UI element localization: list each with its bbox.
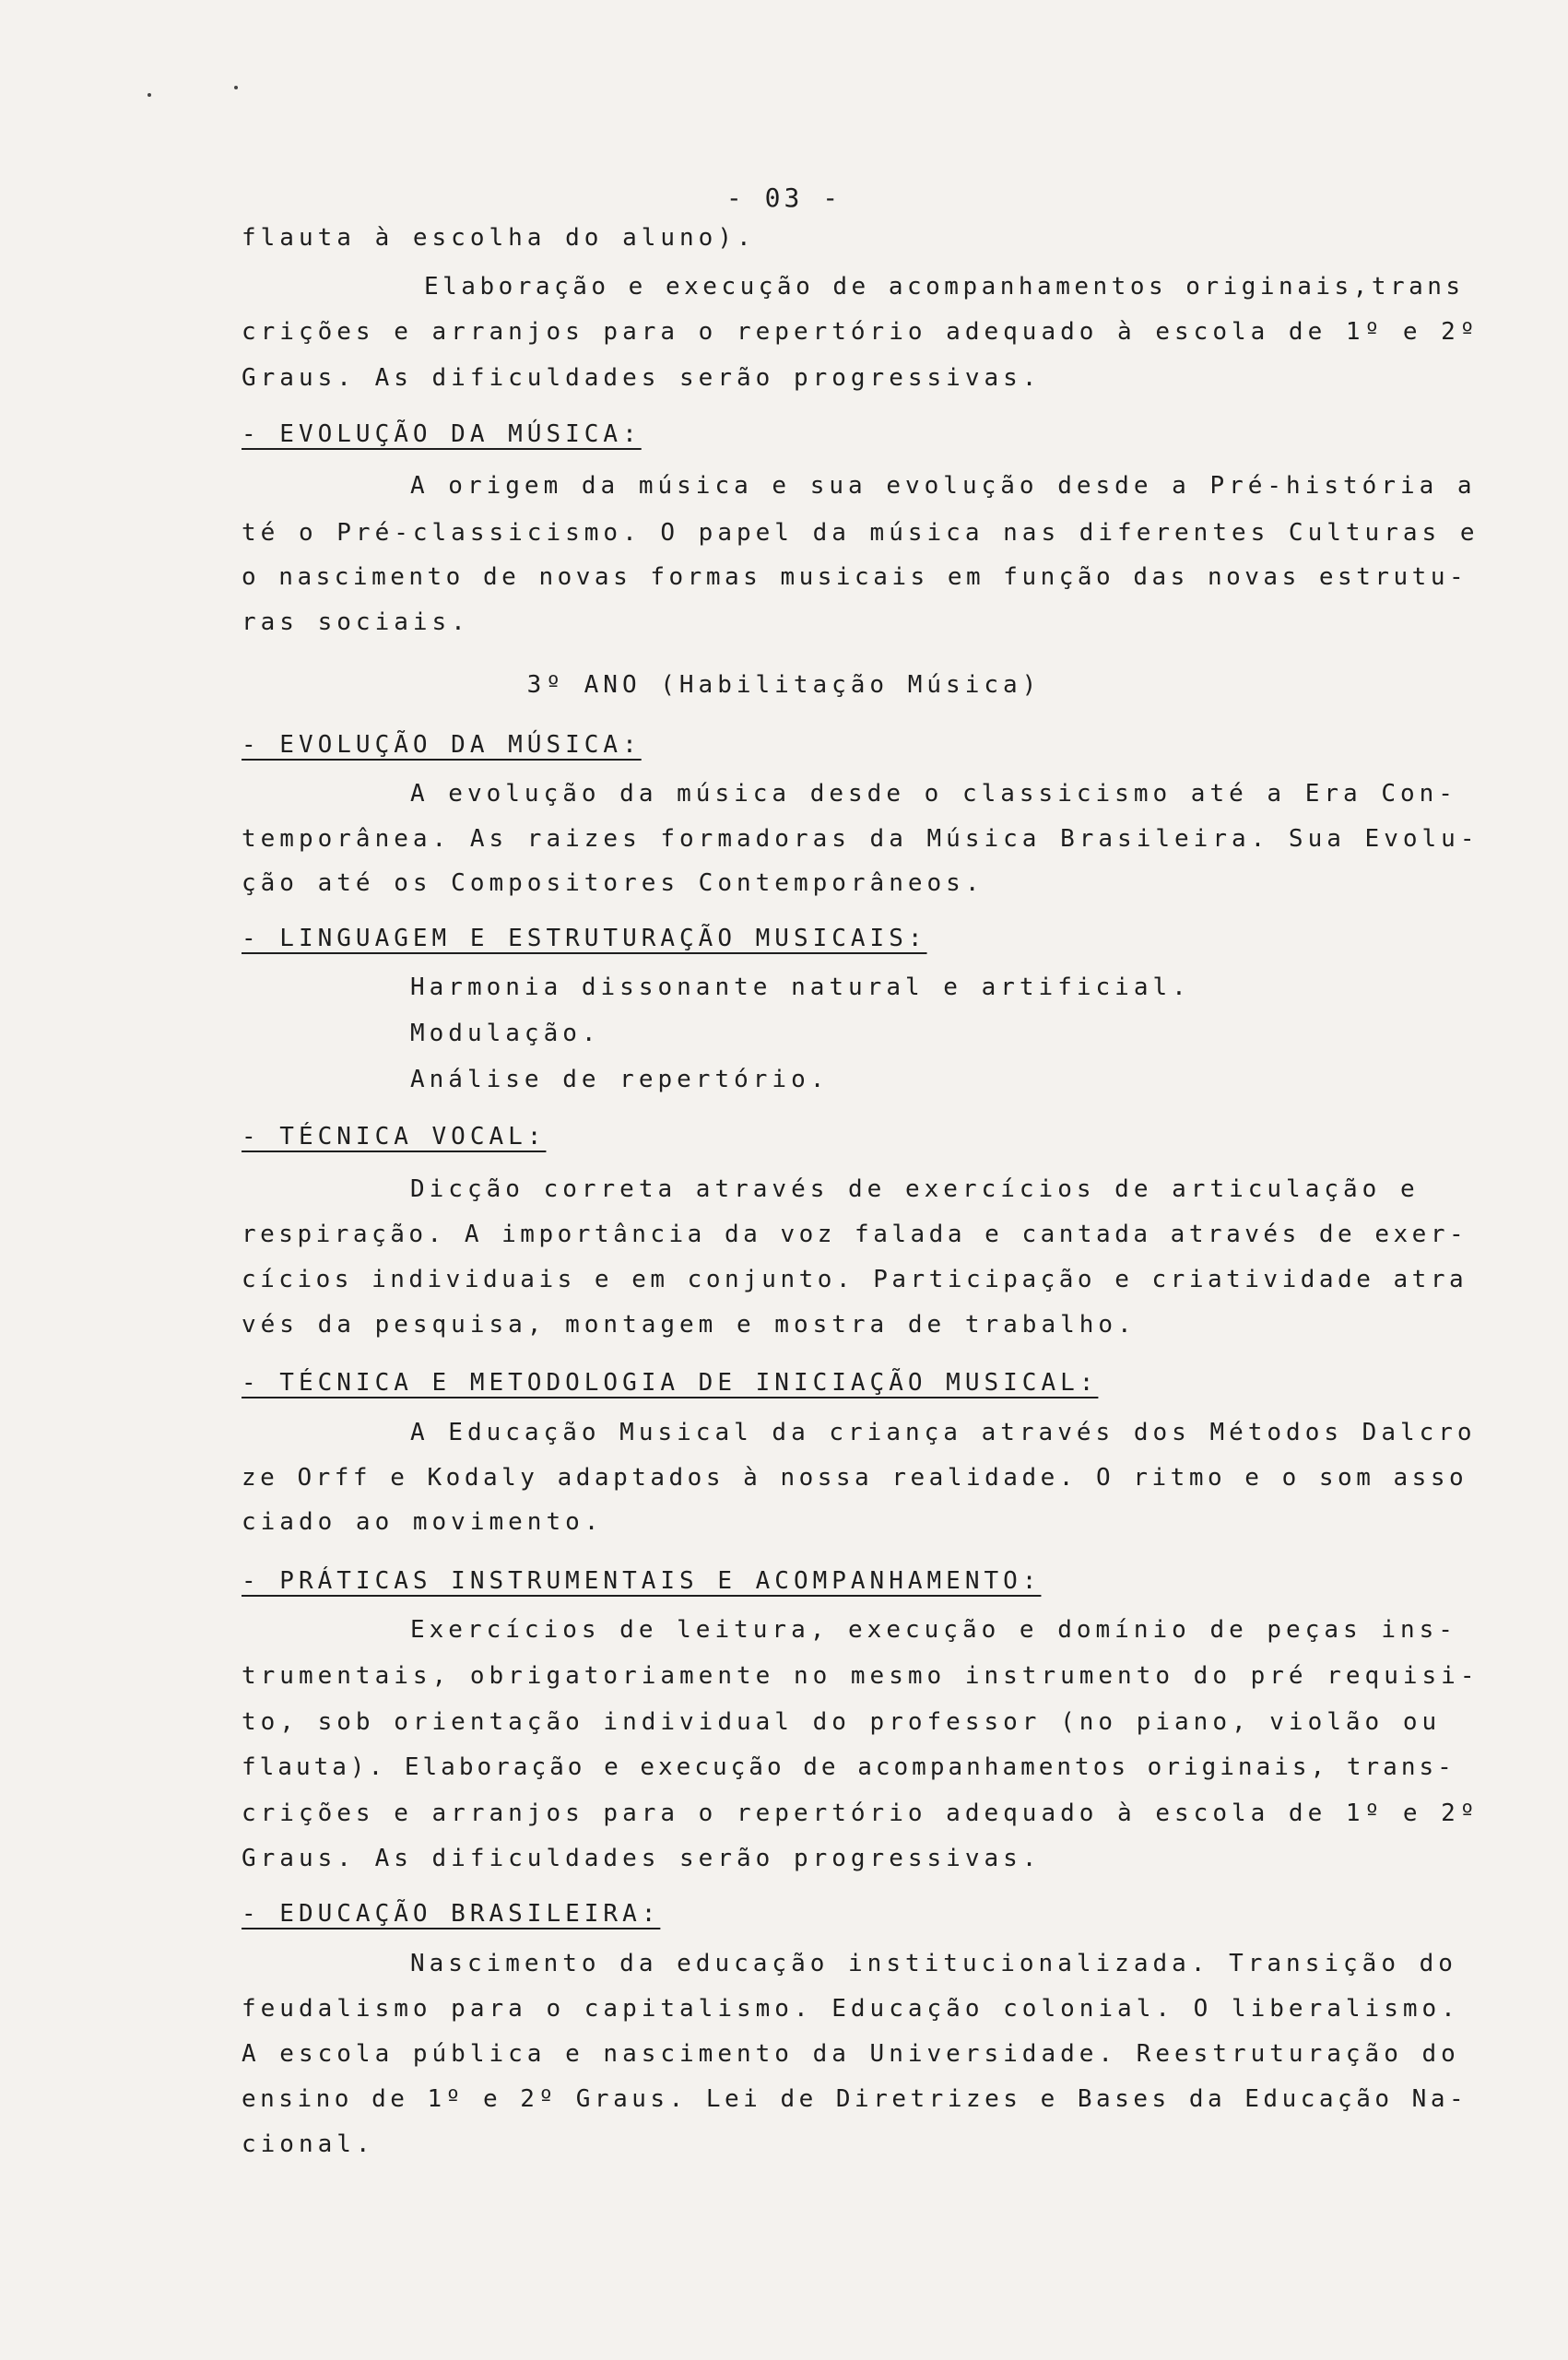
text-line: cional. xyxy=(242,2130,375,2158)
text-line: cícios individuais e em conjunto. Participação e criatividade atra xyxy=(242,1266,1468,1293)
text-line: Modulação. xyxy=(410,1020,601,1047)
text-line: trumentais, obrigatoriamente no mesmo instrumento do pré requisi- xyxy=(242,1662,1480,1690)
section-heading: - TÉCNICA E METODOLOGIA DE INICIAÇÃO MUSICAL: xyxy=(242,1369,1099,1397)
section-heading: - PRÁTICAS INSTRUMENTAIS E ACOMPANHAMENTO: xyxy=(242,1567,1042,1595)
text-line: Nascimento da educação institucionalizada. Transição do xyxy=(410,1950,1457,1977)
text-line: ze Orff e Kodaly adaptados à nossa realidade. O ritmo e o som asso xyxy=(242,1464,1468,1492)
text-line: o nascimento de novas formas musicais em função das novas estrutu- xyxy=(242,563,1468,591)
text-line: flauta à escolha do aluno). xyxy=(242,224,756,252)
section-heading: - EVOLUÇÃO DA MÚSICA: xyxy=(242,420,642,448)
text-line: ensino de 1º e 2º Graus. Lei de Diretrizes e Bases da Educação Na- xyxy=(242,2085,1468,2113)
text-line: Elaboração e execução de acompanhamentos originais,trans xyxy=(424,273,1465,301)
year-heading: 3º ANO (Habilitação Música) xyxy=(526,671,1042,699)
text-line: Graus. As dificuldades serão progressivas. xyxy=(242,1845,1042,1872)
text-line: Graus. As dificuldades serão progressivas. xyxy=(242,364,1042,392)
text-line: crições e arranjos para o repertório adequado à escola de 1º e 2º xyxy=(242,1800,1480,1827)
text-line: feudalismo para o capitalismo. Educação colonial. O liberalismo. xyxy=(242,1995,1460,2023)
page-number: - 03 - xyxy=(725,183,843,213)
text-line: A Educação Musical da criança através dos Métodos Dalcro xyxy=(410,1419,1477,1446)
section-heading: - EVOLUÇÃO DA MÚSICA: xyxy=(242,731,642,759)
section-heading: - EDUCAÇÃO BRASILEIRA: xyxy=(242,1900,661,1928)
text-line: crições e arranjos para o repertório adequado à escola de 1º e 2º xyxy=(242,318,1480,346)
text-line: ciado ao movimento. xyxy=(242,1508,604,1536)
text-line: flauta). Elaboração e execução de acompanhamentos originais, trans- xyxy=(242,1753,1456,1781)
text-line: Harmonia dissonante natural e artificial. xyxy=(410,974,1191,1001)
text-line: A escola pública e nascimento da Universidade. Reestruturação do xyxy=(242,2040,1460,2068)
text-line: temporânea. As raizes formadoras da Música Brasileira. Sua Evolu- xyxy=(242,825,1480,853)
text-line: respiração. A importância da voz falada e cantada através de exer- xyxy=(242,1221,1468,1248)
text-line: ras sociais. xyxy=(242,608,470,636)
text-line: Exercícios de leitura, execução e domínio de peças ins- xyxy=(410,1616,1457,1644)
text-line: A origem da música e sua evolução desde a Pré-história a xyxy=(410,472,1477,500)
text-line: ção até os Compositores Contemporâneos. xyxy=(242,869,984,897)
text-line: Análise de repertório. xyxy=(410,1066,830,1093)
section-heading: - LINGUAGEM E ESTRUTURAÇÃO MUSICAIS: xyxy=(242,925,927,952)
scan-speck xyxy=(234,86,238,89)
text-line: té o Pré-classicismo. O papel da música nas diferentes Culturas e xyxy=(242,519,1480,547)
section-heading: - TÉCNICA VOCAL: xyxy=(242,1123,547,1150)
text-line: to, sob orientação individual do professor (no piano, violão ou xyxy=(242,1708,1442,1736)
text-line: A evolução da música desde o classicismo até a Era Con- xyxy=(410,780,1457,808)
scan-speck xyxy=(147,93,151,97)
text-line: Dicção correta através de exercícios de articulação e xyxy=(410,1175,1420,1203)
text-line: vés da pesquisa, montagem e mostra de trabalho. xyxy=(242,1311,1137,1339)
